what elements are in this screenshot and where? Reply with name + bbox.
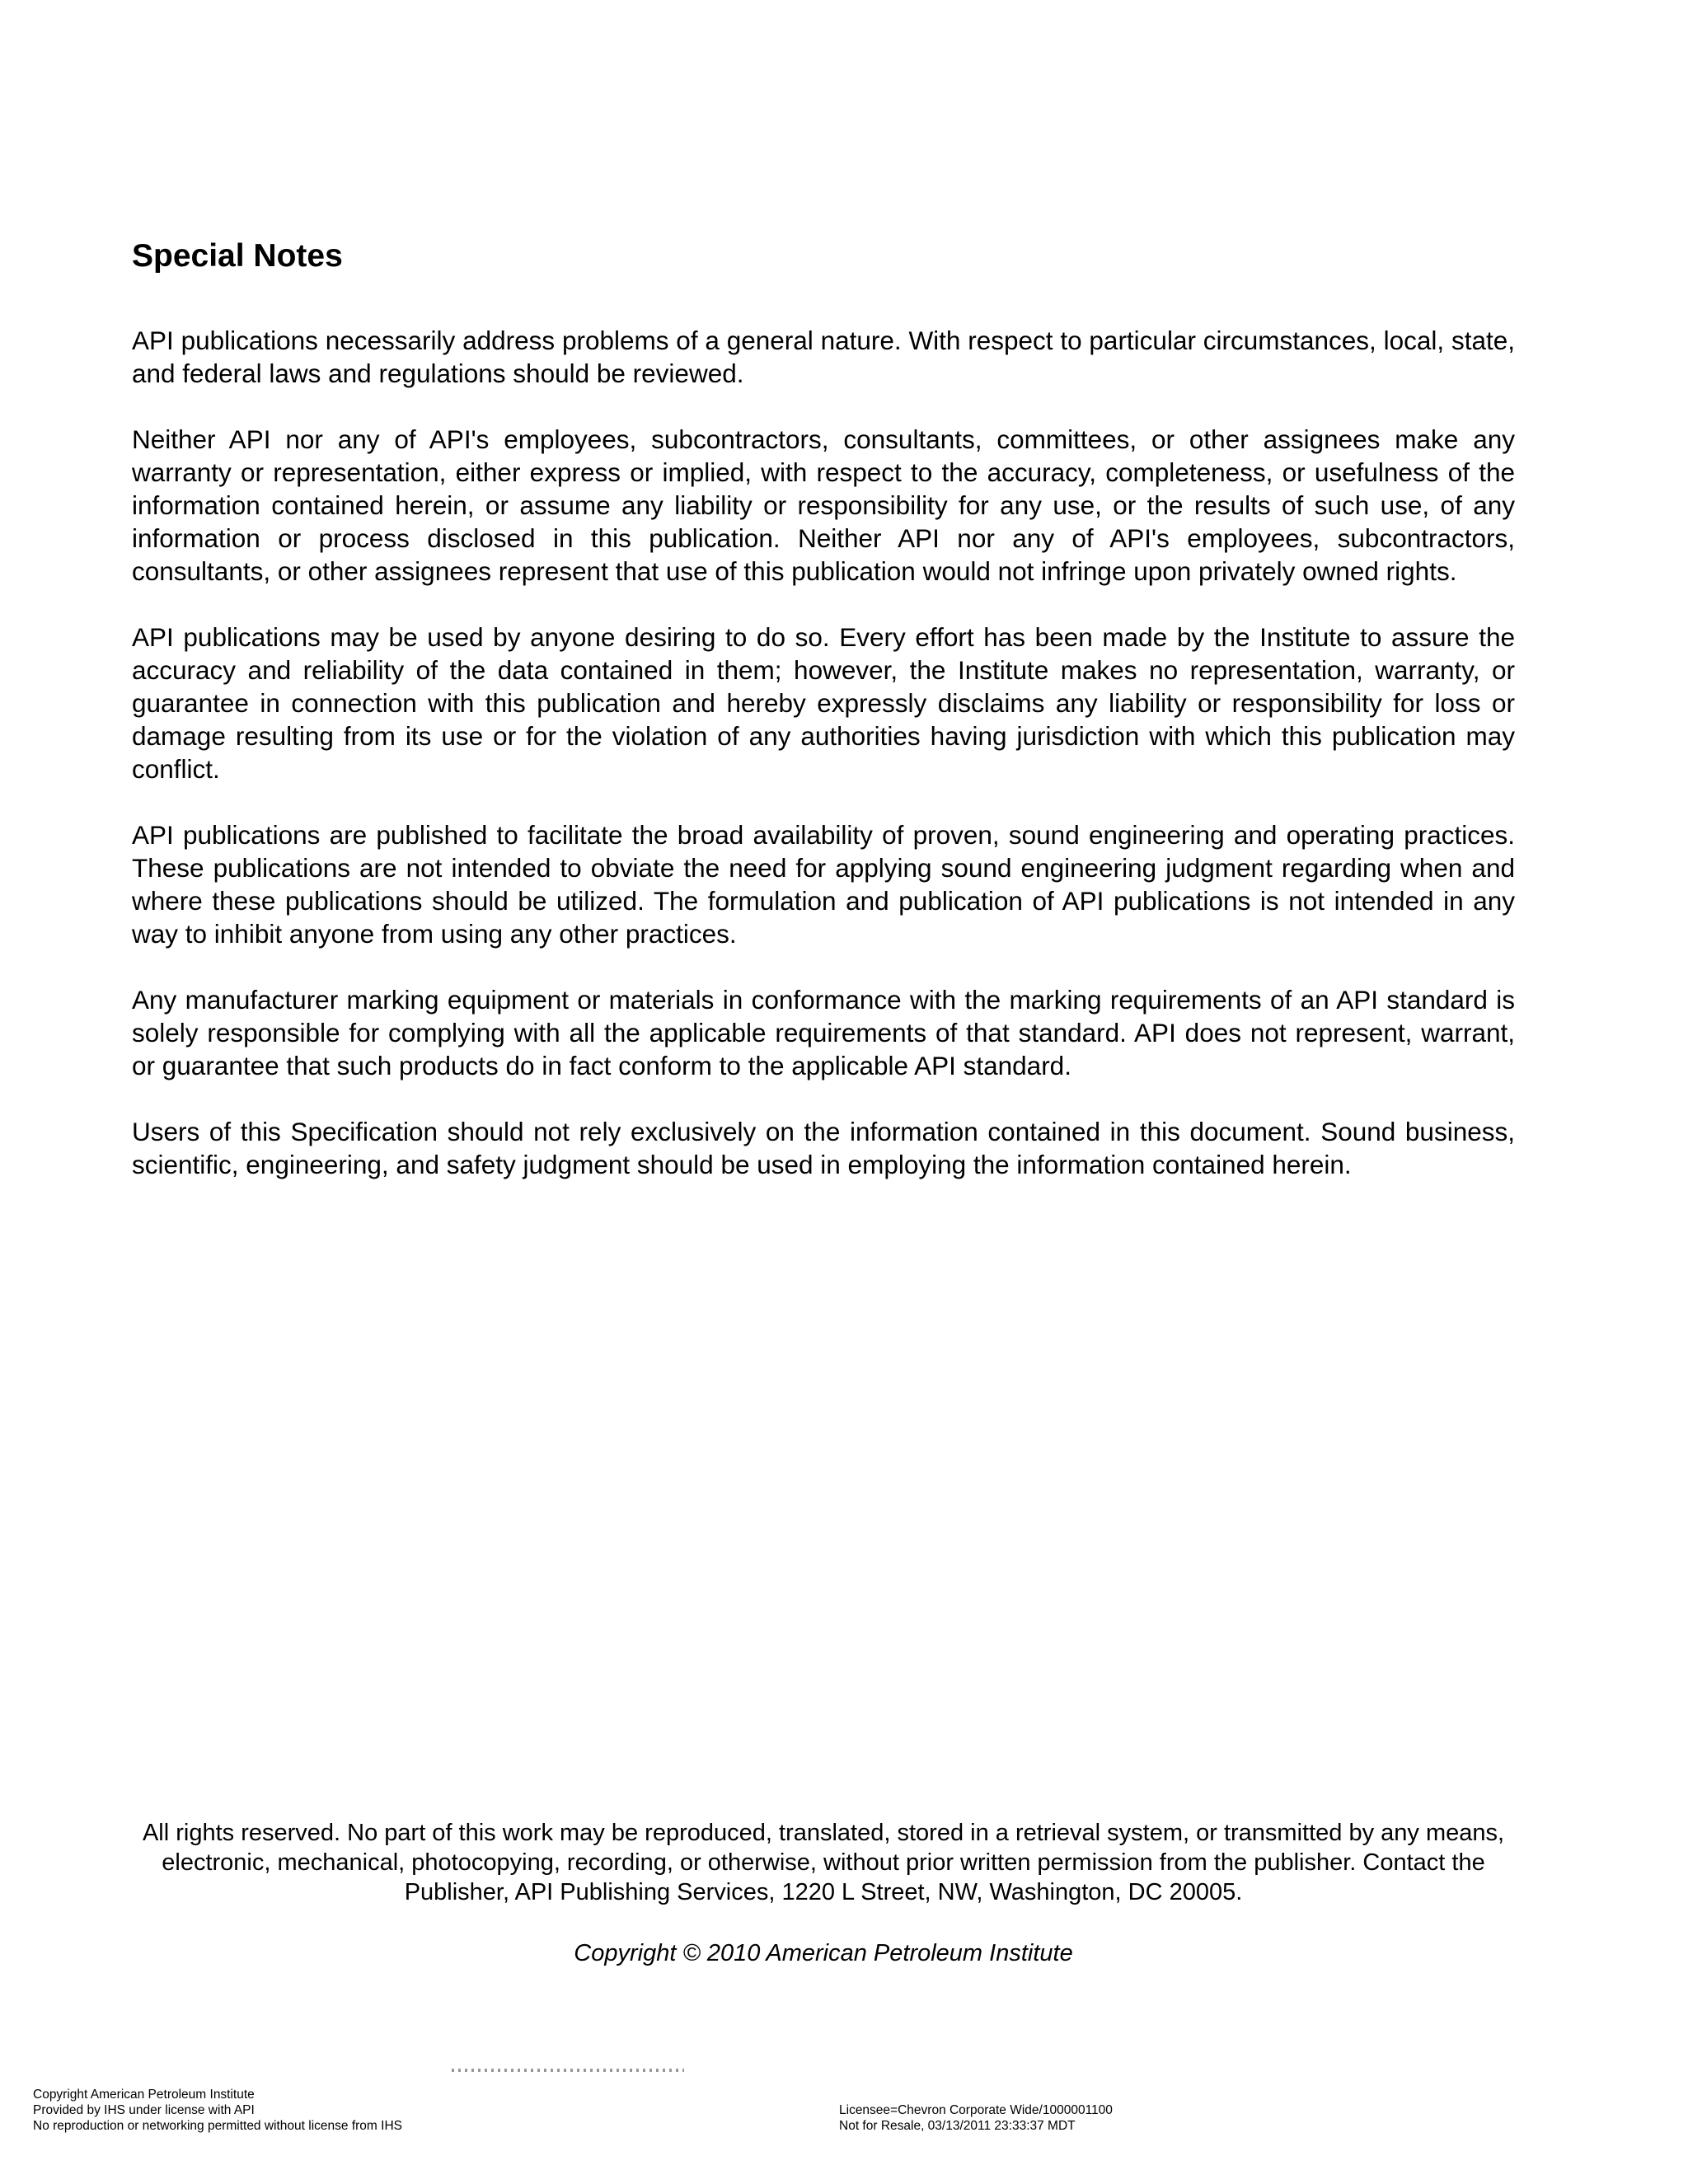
- copyright-line: Copyright © 2010 American Petroleum Institute: [574, 1940, 1073, 1966]
- footer-left-line: Copyright American Petroleum Institute: [33, 2088, 255, 2102]
- paragraph-users-judgment: Users of this Specification should not rely exclusively on the information contained in this document. Sound business, scientific, engineering, and safety judgment should be used in employing the information contained herein.: [132, 1117, 1515, 1179]
- rights-reserved-notice: All rights reserved. No part of this work may be reproduced, translated, stored in a retrieval system, or transmitted by any means, electronic, mechanical, photocopying, recording, or otherwise, without prior written permission from the publisher. Contact the Publisher, API Publishing Services, 1220 L Street, NW, Washington, DC 20005.: [142, 1820, 1505, 1905]
- footer-license-left: [33, 2087, 495, 2134]
- footer-right-line: Licensee=Chevron Corporate Wide/1000001100: [839, 2103, 1113, 2117]
- paragraph-usage: API publications may be used by anyone desiring to do so. Every effort has been made by the Institute to assure the accuracy and reliability of the data contained in them; however, the Institute makes no representation, warranty, or guarantee in connection with this publication and hereby expressly disclaims any liability or responsibility for loss or damage resulting from its use or for the violation of any authorities having jurisdiction with which this publication may conflict.: [132, 622, 1515, 784]
- scan-artifact-dots: [452, 2069, 684, 2072]
- special-notes-section: [132, 235, 1515, 1214]
- paragraph-general-nature: API publications necessarily address problems of a general nature. With respect to particular circumstances, local, state, and federal laws and regulations should be reviewed.: [132, 326, 1515, 388]
- footer-license-right: [839, 2102, 1334, 2134]
- paragraph-purpose: API publications are published to facilitate the broad availability of proven, sound engineering and operating practices. These publications are not intended to obviate the need for applying sound engineering judgment regarding when and where these publications should be utilized. The formulation and publication of API publications is not intended in any way to inhibit anyone from using any other practices.: [132, 820, 1515, 949]
- page-title: Special Notes: [132, 238, 343, 274]
- footer-left-line: No reproduction or networking permitted without license from IHS: [33, 2119, 402, 2133]
- footer-right-line: Not for Resale, 03/13/2011 23:33:37 MDT: [839, 2119, 1076, 2133]
- footer-left-line: Provided by IHS under license with API: [33, 2103, 255, 2117]
- paragraph-no-warranty: Neither API nor any of API's employees, subcontractors, consultants, committees, or other assignees make any warranty or representation, either express or implied, with respect to the accuracy, completeness, or usefulness of the information contained herein, or assume any liability or responsibility for any use, or the results of such use, of any information or process disclosed in this publication. Neither API nor any of API's employees, subcontractors, consultants, or other assignees represent that use of this publication would not infringe upon privately owned rights.: [132, 424, 1515, 586]
- paragraph-manufacturer-marking: Any manufacturer marking equipment or materials in conformance with the marking requirements of an API standard is solely responsible for complying with all the applicable requirements of that standard. API does not represent, warrant, or guarantee that such products do in fact conform to the applicable API standard.: [132, 985, 1515, 1080]
